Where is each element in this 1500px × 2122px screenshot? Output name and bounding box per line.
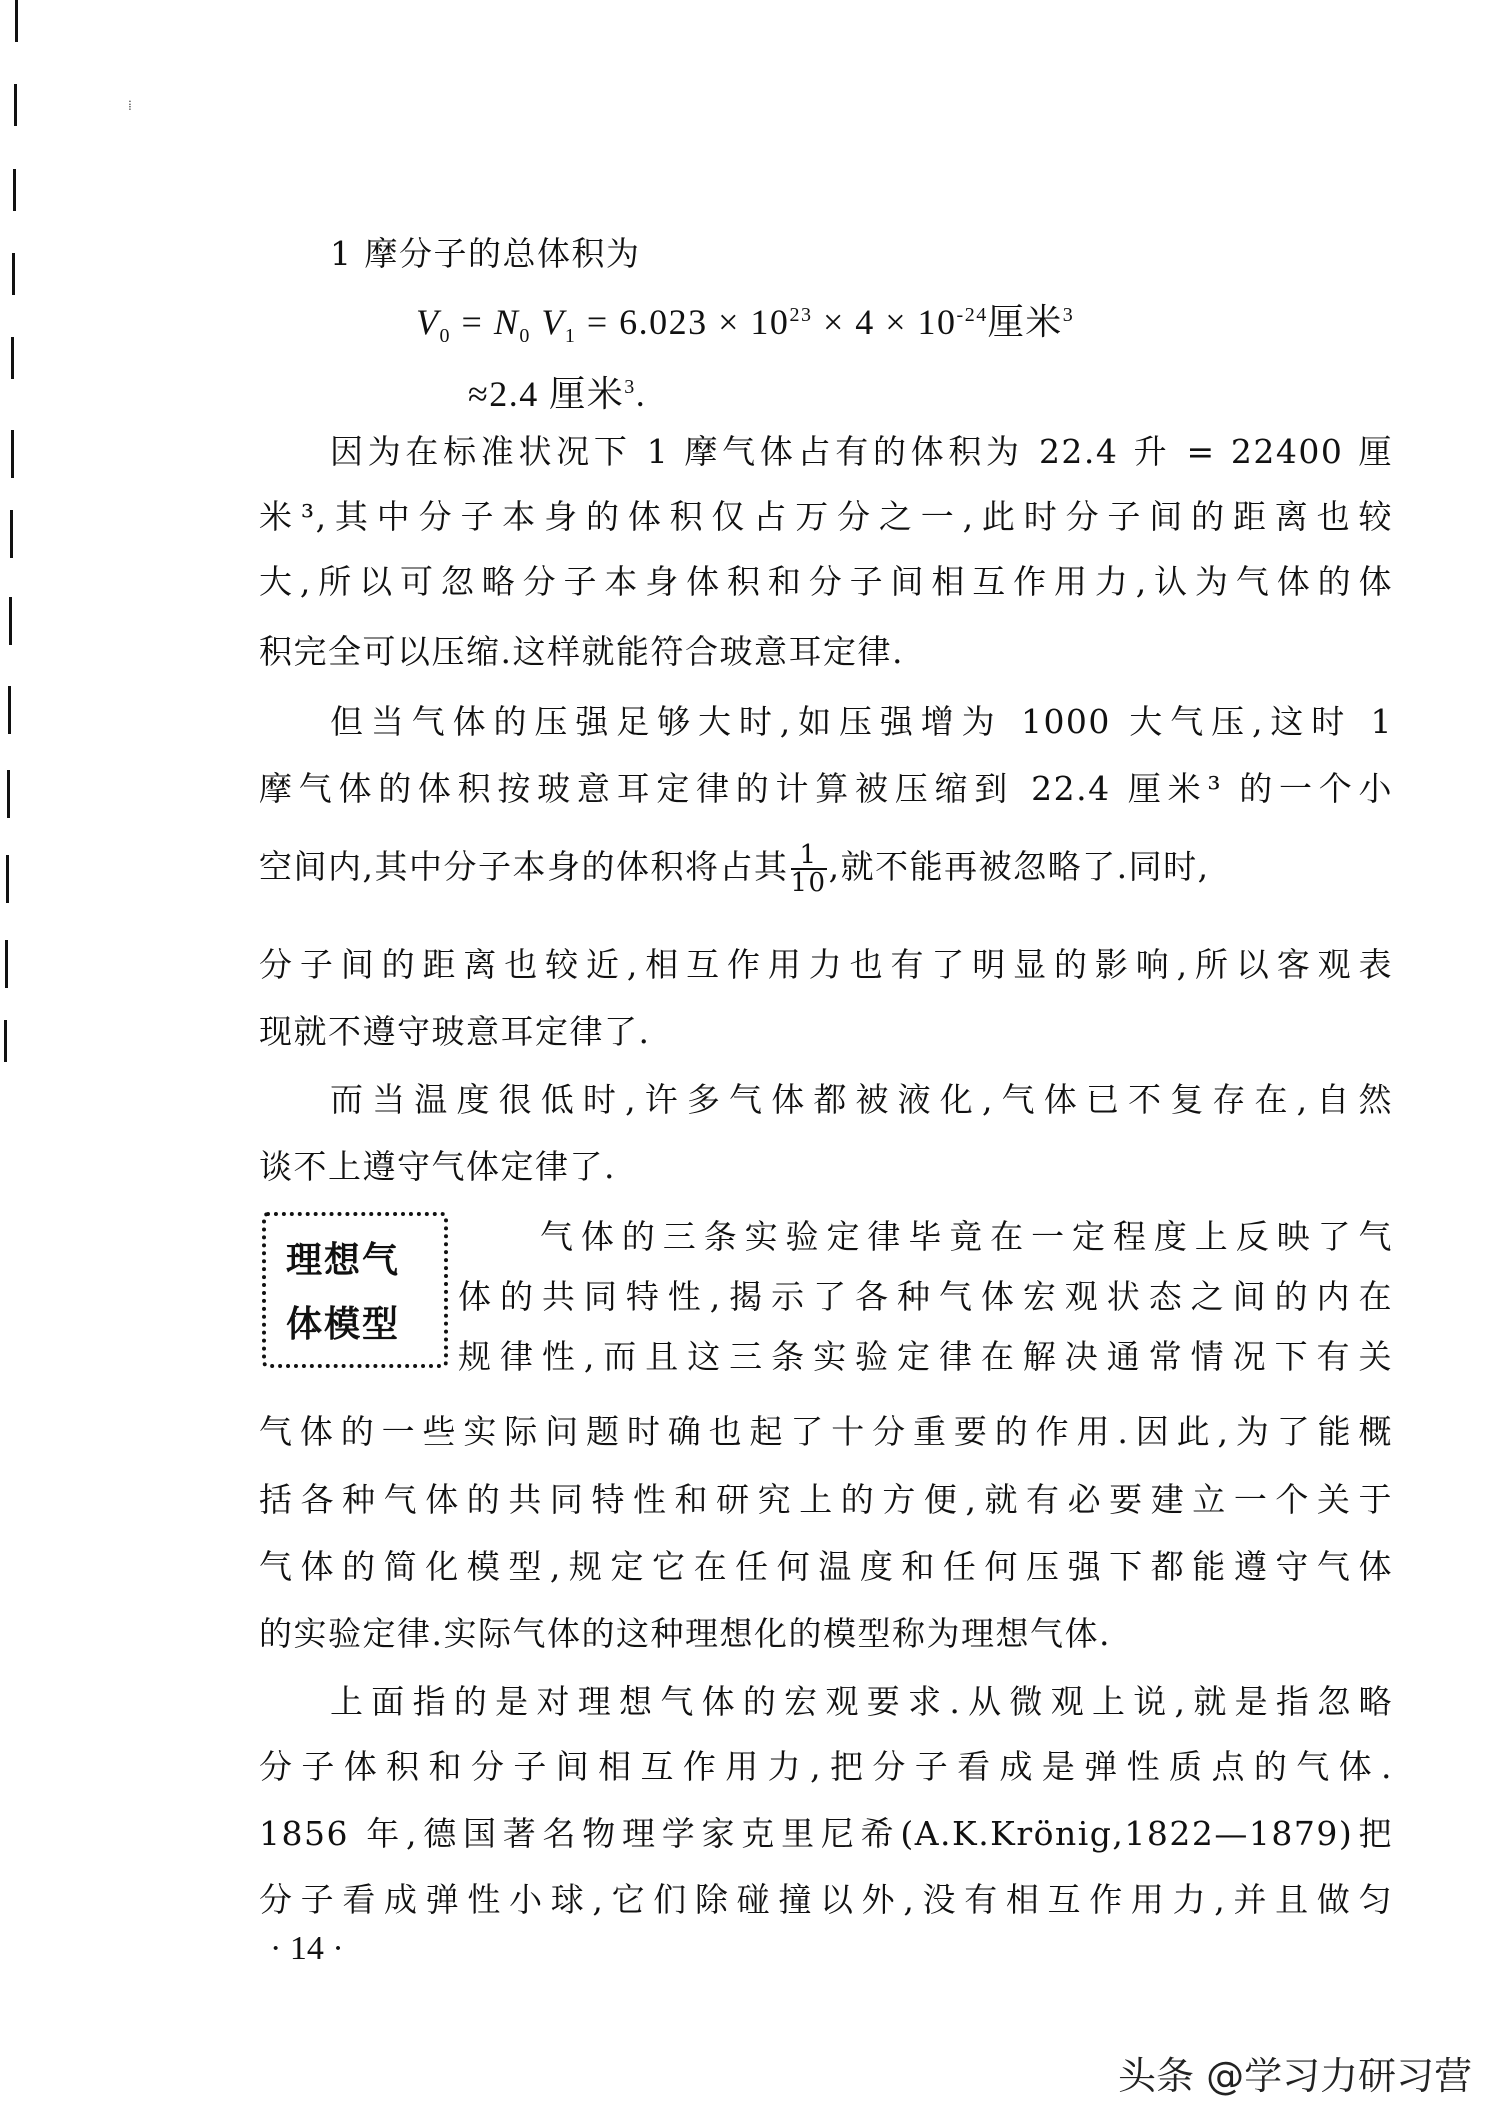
eq-unit-exp: 3 [1062, 304, 1075, 326]
para3-line: 而当温度很低时,许多气体都被液化,气体已不复存在,自然 [330, 1080, 1393, 1119]
margin-mark [5, 940, 8, 988]
margin-mark [11, 430, 14, 478]
margin-mark [14, 84, 17, 126]
para2-line-with-fraction [259, 842, 1393, 896]
para5-line: 1856 年,德国著名物理学家克里尼希(A.K.Krönig,1822—1879)把 [259, 1814, 1393, 1853]
para4-line: 体的共同特性,揭示了各种气体宏观状态之间的内在 [458, 1277, 1393, 1316]
para2-line: 现就不遵守玻意耳定律了. [259, 1012, 651, 1051]
fraction-denominator: 10 [790, 868, 827, 898]
margin-mark [13, 169, 16, 211]
para1-line: 米³,其中分子本身的体积仅占万分之一,此时分子间的距离也较 [259, 497, 1393, 536]
eq-exp1: 23 [789, 304, 813, 326]
page-number: · 14 · [270, 1930, 344, 1967]
para4-line: 气体的简化模型,规定它在任何温度和任何压强下都能遵守气体 [259, 1547, 1393, 1586]
para1-line: 大,所以可忽略分子本身体积和分子间相互作用力,认为气体的体 [259, 562, 1393, 601]
section-heading-line2: 体模型 [286, 1304, 401, 1345]
margin-mark [8, 686, 11, 734]
margin-mark [12, 253, 15, 295]
eq-n0: N [493, 302, 520, 342]
para5-line: 上面指的是对理想气体的宏观要求.从微观上说,就是指忽略 [330, 1682, 1393, 1721]
eq-equals: = [451, 302, 494, 342]
section-heading-line1: 理想气 [286, 1240, 401, 1281]
para4-line: 气体的三条实验定律毕竟在一定程度上反映了气 [540, 1217, 1393, 1256]
eq-v0-sub: 0 [439, 325, 451, 348]
para2-line: 但当气体的压强足够大时,如压强增为 1000 大气压,这时 1 [330, 702, 1393, 741]
fraction-numerator: 1 [791, 842, 827, 870]
para5-line: 分子看成弹性小球,它们除碰撞以外,没有相互作用力,并且做匀 [259, 1880, 1393, 1919]
para3-line: 谈不上遵守气体定律了. [259, 1147, 616, 1186]
para4-line: 气体的一些实际问题时确也起了十分重要的作用.因此,为了能概 [259, 1412, 1393, 1451]
para2-text: ,就不能再被忽略了.同时, [828, 847, 1210, 886]
eq-approx-exp: 3 [624, 376, 636, 398]
equation-line-1 [416, 293, 1500, 358]
margin-mark [6, 855, 9, 903]
para4-line: 规律性,而且这三条实验定律在解决通常情况下有关 [458, 1337, 1393, 1376]
watermark: 头条 @学习力研习营 [1118, 2054, 1473, 2098]
eq-exp2: -24 [956, 304, 988, 326]
eq-rest: = 6.023 × 10 [576, 302, 790, 342]
eq-unit: 厘米 [987, 302, 1063, 342]
para2-text: 空间内,其中分子本身的体积将占其 [259, 847, 789, 886]
eq-v1-sub: 1 [564, 325, 577, 348]
margin-mark [15, 0, 18, 42]
para2-line: 分子间的距离也较近,相互作用力也有了明显的影响,所以客观表 [259, 945, 1393, 984]
eq-approx: ≈2.4 厘米 [468, 374, 625, 414]
margin-mark [11, 337, 14, 379]
eq-mid: × 4 × 10 [812, 302, 957, 342]
eq-v0: V [416, 302, 440, 342]
eq-n0-sub: 0 [519, 325, 531, 348]
para1-line: 积完全可以压缩.这样就能符合玻意耳定律. [259, 632, 904, 671]
section-heading-box [262, 1212, 448, 1368]
para4-line: 的实验定律.实际气体的这种理想化的模型称为理想气体. [259, 1614, 1111, 1653]
para2-line: 摩气体的体积按玻意耳定律的计算被压缩到 22.4 厘米³ 的一个小 [259, 769, 1393, 808]
margin-mark [7, 770, 10, 818]
margin-mark [10, 510, 13, 558]
para4-line: 括各种气体的共同特性和研究上的方便,就有必要建立一个关于 [259, 1480, 1393, 1519]
eq-v1: V [541, 302, 565, 342]
para1-line: 因为在标准状况下 1 摩气体占有的体积为 22.4 升 = 22400 厘 [330, 432, 1393, 471]
para5-line: 分子体积和分子间相互作用力,把分子看成是弹性质点的气体. [259, 1747, 1393, 1786]
fraction [791, 842, 827, 896]
margin-mark [9, 597, 12, 645]
margin-mark [4, 1020, 7, 1062]
equation-line-2 [468, 365, 1500, 416]
eq-approx-end: . [635, 374, 647, 414]
intro-text: 1 摩分子的总体积为 [330, 234, 641, 273]
scan-speck: ⁞ [128, 98, 132, 114]
